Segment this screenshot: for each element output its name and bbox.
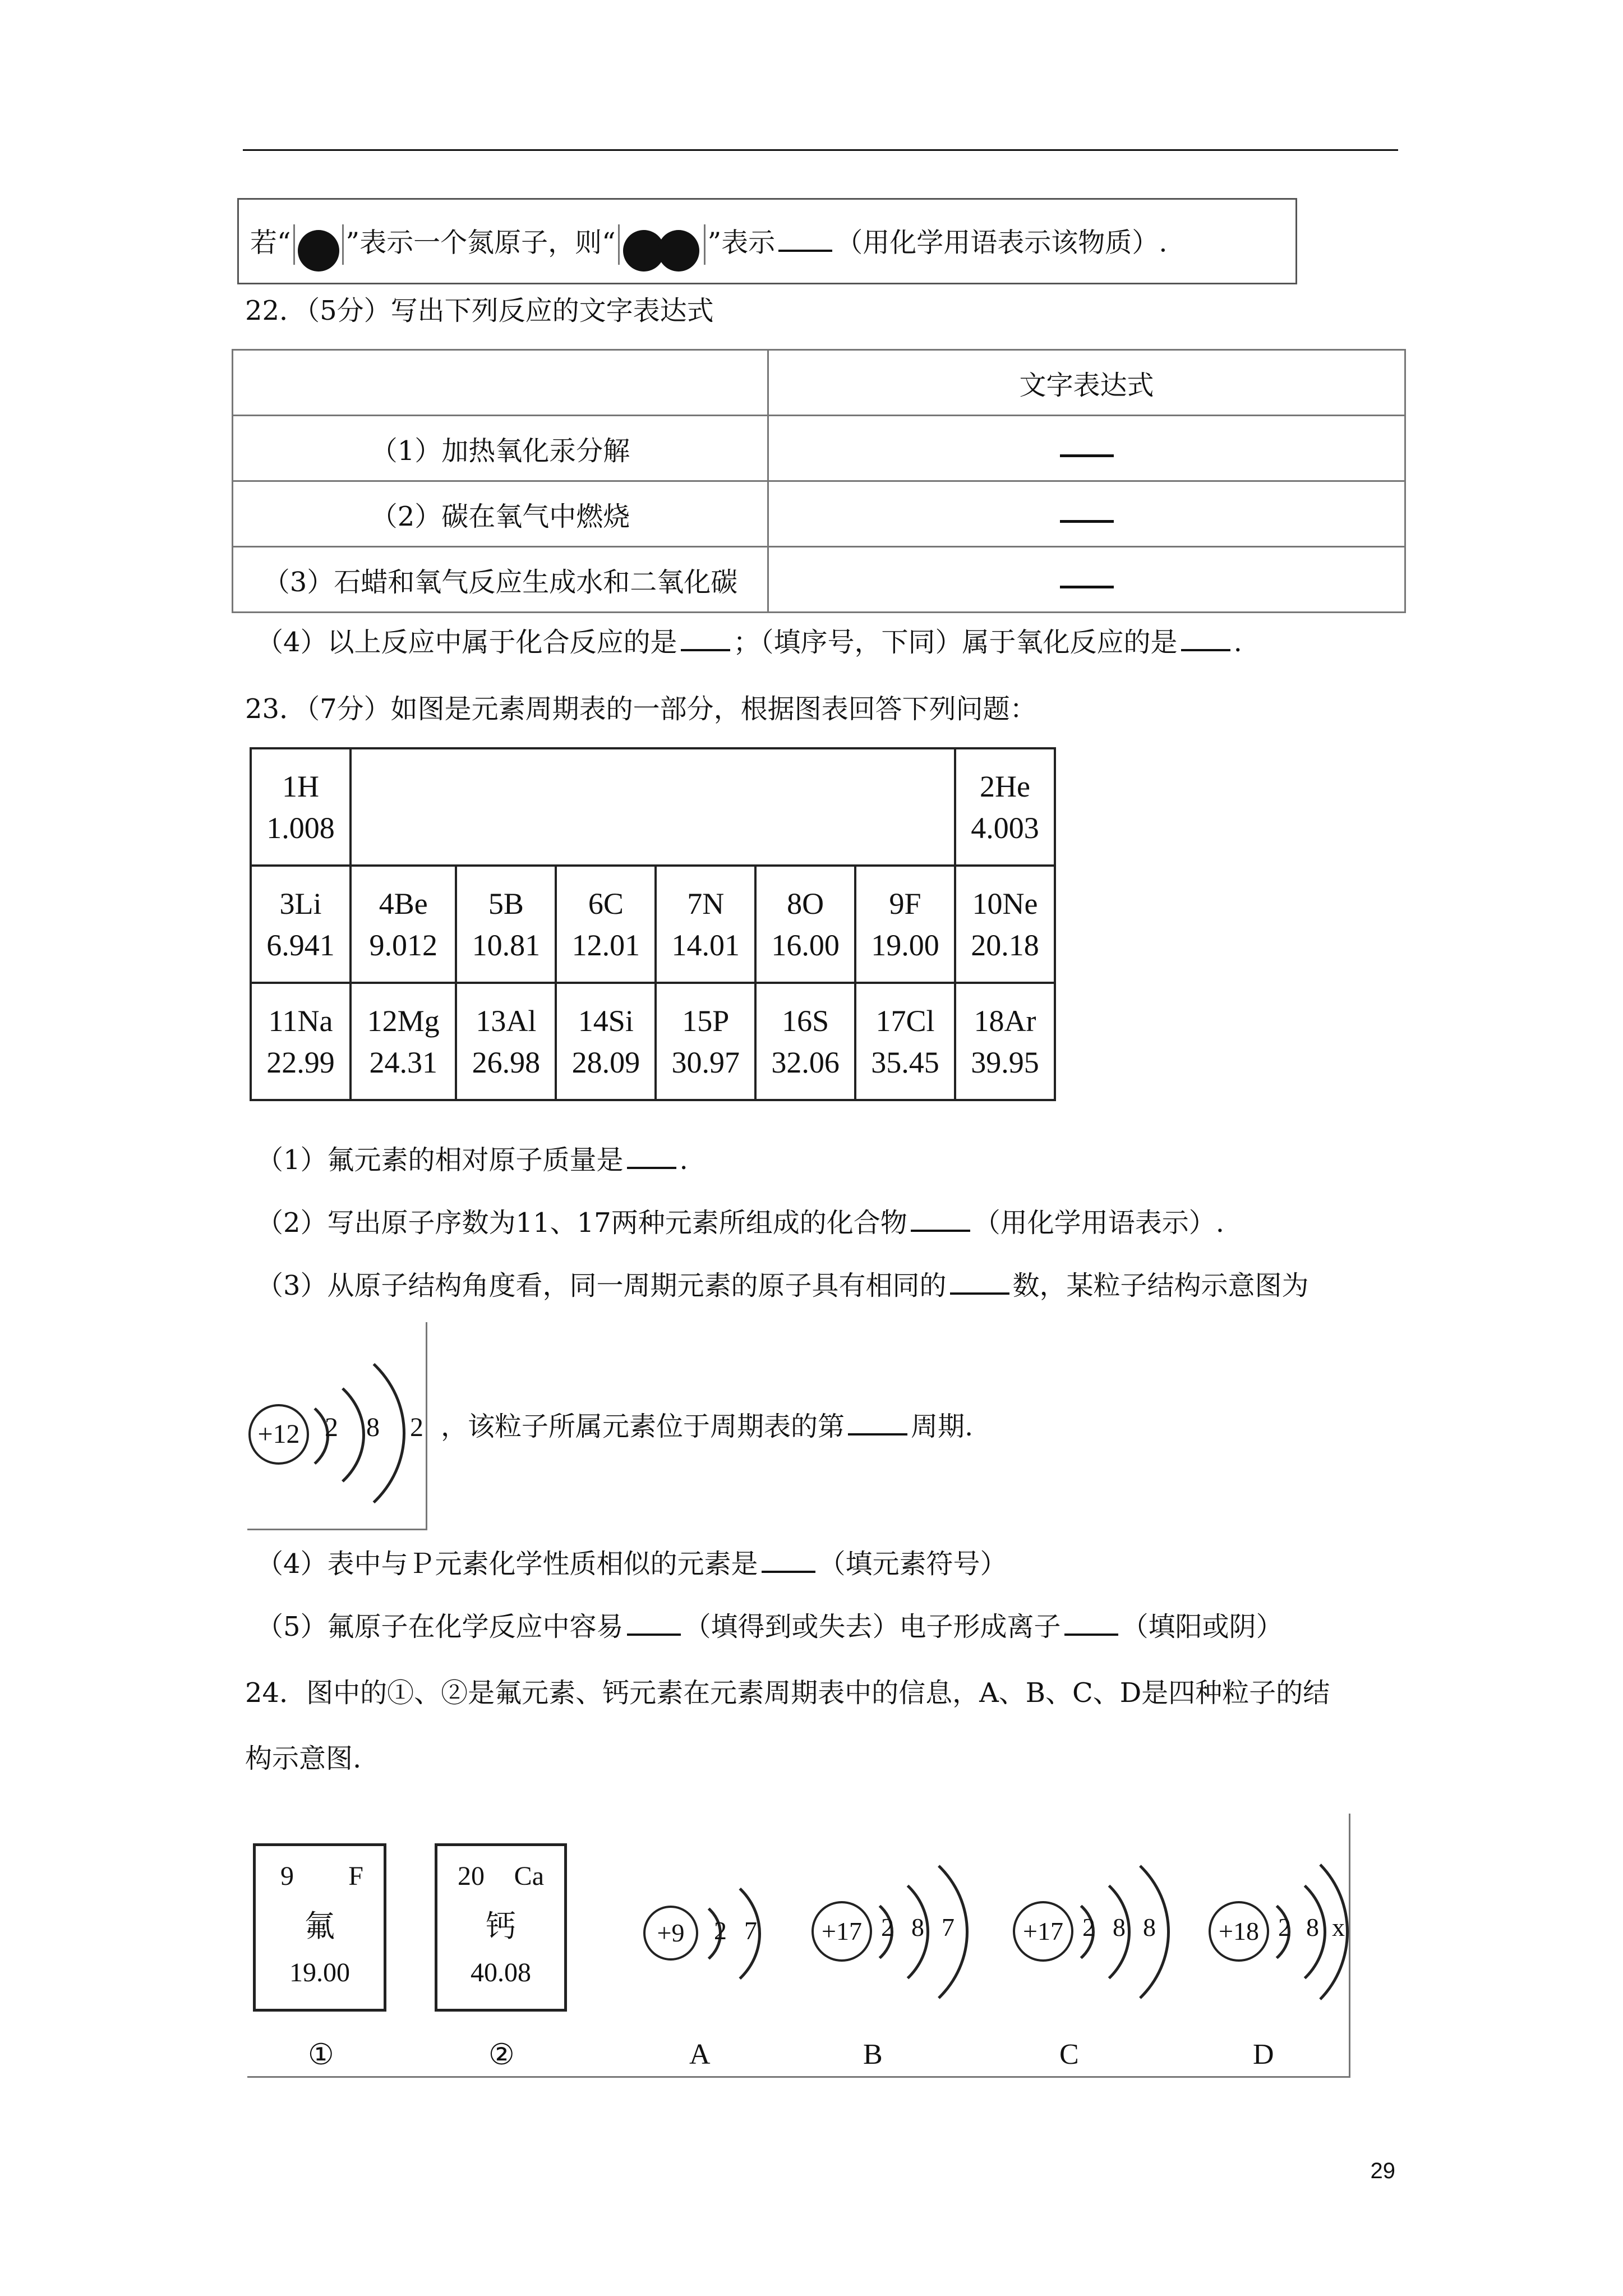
element-cell: 5B 10.81	[456, 866, 556, 983]
element-cell: 14Si 28.09	[556, 983, 656, 1100]
q22-table	[232, 349, 1406, 613]
header-rule	[243, 149, 1398, 151]
element-cell: 2He 4.003	[955, 748, 1055, 866]
nucleus: +17	[811, 1901, 872, 1962]
q23-part3: （3）从原子结构角度看，同一周期元素的原子具有相同的 数，某粒子结构示意图为	[256, 1268, 1309, 1303]
page-number: 29	[1370, 2159, 1395, 2183]
q22-heading: 22．（5分）写出下列反应的文字表达式	[245, 295, 714, 326]
table-cell	[768, 547, 1405, 613]
double-atom-diagram	[618, 224, 706, 265]
q21-text-2: ”表示一个氮原子，则“	[345, 227, 616, 259]
electron-count: 8	[1143, 1913, 1156, 1941]
table-header-cell: 文字表达式	[768, 350, 1405, 416]
answer-blank[interactable]	[1060, 442, 1114, 457]
q22-part4-text-b: ；（填序号，下同）属于氧化反应的是	[733, 627, 1178, 658]
particle-diagram-d	[1209, 1830, 1394, 2032]
answer-blank[interactable]	[762, 1546, 815, 1573]
table-row	[233, 481, 1405, 547]
table-row	[233, 416, 1405, 481]
answer-blank[interactable]	[950, 1268, 1009, 1295]
q23-part2: （2）写出原子序数为11、17两种元素所组成的化合物 （用化学用语表示）.	[256, 1205, 1224, 1240]
table-gap	[351, 748, 955, 866]
figure-label: A	[689, 2039, 711, 2070]
atom-structure-diagram	[247, 1322, 427, 1530]
nitrogen-atom-icon	[298, 230, 339, 272]
q21-text-line	[250, 224, 1167, 265]
element-cell: 13Al 26.98	[456, 983, 556, 1100]
element-cell: 18Ar 39.95	[955, 983, 1055, 1100]
answer-blank[interactable]	[778, 225, 832, 252]
q24-line2: 构示意图.	[245, 1743, 362, 1774]
q22-part4-text-a: （4）以上反应中属于化合反应的是	[256, 627, 677, 658]
answer-blank[interactable]	[911, 1205, 970, 1232]
q21-text-4: （用化学用语表示该物质）.	[836, 227, 1168, 259]
element-card-calcium: 20 Ca 钙 40.08	[435, 1843, 567, 2012]
q21-text-3: ”表示	[707, 227, 776, 259]
answer-blank[interactable]	[848, 1409, 907, 1435]
electron-count: 2	[410, 1412, 423, 1442]
nucleus: +9	[643, 1906, 698, 1961]
nucleus: +12	[248, 1404, 309, 1465]
answer-blank[interactable]	[627, 1609, 681, 1636]
figure-label: ②	[488, 2039, 515, 2071]
electron-count: 2	[714, 1916, 727, 1945]
single-atom-diagram	[293, 224, 344, 265]
electron-count: x	[1332, 1913, 1345, 1941]
figure-label: D	[1253, 2039, 1274, 2070]
q23-heading: 23．（7分）如图是元素周期表的一部分，根据图表回答下列问题：	[245, 693, 1037, 725]
element-cell: 15P 30.97	[656, 983, 755, 1100]
electron-shell-arc	[767, 1836, 969, 2028]
electron-count: 2	[1278, 1913, 1291, 1941]
answer-blank[interactable]	[1060, 573, 1114, 588]
table-cell	[768, 481, 1405, 547]
electron-count: 7	[744, 1916, 757, 1945]
table-row	[251, 748, 1055, 866]
figure-label: B	[863, 2039, 883, 2070]
answer-blank[interactable]	[627, 1142, 676, 1169]
table-cell: （1）加热氧化汞分解	[233, 416, 768, 481]
element-cell: 1H 1.008	[251, 748, 351, 866]
electron-count: 2	[881, 1913, 894, 1941]
electron-count: 8	[1306, 1913, 1319, 1941]
table-cell	[768, 416, 1405, 481]
q24-figure	[247, 1814, 1350, 2078]
q24-line1: 24．图中的①、②是氟元素、钙元素在元素周期表中的信息，A、B、C、D是四种粒子的结	[245, 1677, 1330, 1709]
table-cell	[233, 350, 768, 416]
electron-count: 8	[1113, 1913, 1126, 1941]
element-cell: 4Be 9.012	[351, 866, 457, 983]
element-cell: 12Mg 24.31	[351, 983, 457, 1100]
answer-blank[interactable]	[1064, 1609, 1118, 1636]
q23-part3-cont: ，该粒子所属元素位于周期表的第 周期.	[441, 1409, 973, 1443]
nucleus: +17	[1013, 1901, 1073, 1962]
electron-shell-arc	[968, 1836, 1170, 2028]
element-card-fluorine: 9 F 氟 19.00	[253, 1843, 386, 2012]
q23-part4: （4）表中与Ｐ元素化学性质相似的元素是 （填元素符号）	[256, 1546, 1007, 1581]
table-row	[233, 547, 1405, 613]
q21-box	[237, 198, 1297, 284]
electron-shell-arc	[1164, 1836, 1349, 2028]
figure-label: ①	[308, 2039, 334, 2071]
answer-blank[interactable]	[1181, 624, 1230, 651]
element-cell: 10Ne 20.18	[955, 866, 1055, 983]
q21-text-1: 若“	[250, 227, 291, 259]
electron-shell-arc	[617, 1867, 761, 2000]
element-cell: 7N 14.01	[656, 866, 755, 983]
element-cell: 3Li 6.941	[251, 866, 351, 983]
table-row	[251, 983, 1055, 1100]
element-cell: 8O 16.00	[755, 866, 855, 983]
electron-count: 8	[366, 1412, 380, 1442]
periodic-table	[250, 747, 1056, 1101]
answer-blank[interactable]	[681, 624, 730, 651]
table-cell: （3）石蜡和氧气反应生成水和二氧化碳	[233, 547, 768, 613]
electron-count: 7	[942, 1913, 955, 1941]
figure-label: C	[1059, 2039, 1079, 2070]
electron-count: 2	[325, 1412, 338, 1442]
answer-blank[interactable]	[1060, 508, 1114, 523]
element-cell: 6C 12.01	[556, 866, 656, 983]
element-cell: 9F 19.00	[855, 866, 955, 983]
nucleus: +18	[1209, 1901, 1269, 1962]
q22-part4-text-c: .	[1233, 627, 1242, 658]
nitrogen-atom-icon	[658, 230, 699, 272]
element-cell: 17Cl 35.45	[855, 983, 955, 1100]
element-cell: 16S 32.06	[755, 983, 855, 1100]
electron-count: 2	[1082, 1913, 1095, 1941]
q22-part4	[256, 624, 1242, 659]
table-cell: （2）碳在氧气中燃烧	[233, 481, 768, 547]
electron-count: 8	[911, 1913, 924, 1941]
q23-part5: （5）氟原子在化学反应中容易 （填得到或失去）电子形成离子 （填阳或阴）	[256, 1609, 1283, 1644]
table-row	[251, 866, 1055, 983]
element-cell: 11Na 22.99	[251, 983, 351, 1100]
table-row	[233, 350, 1405, 416]
q23-part1: （1）氟元素的相对原子质量是 .	[256, 1142, 688, 1177]
